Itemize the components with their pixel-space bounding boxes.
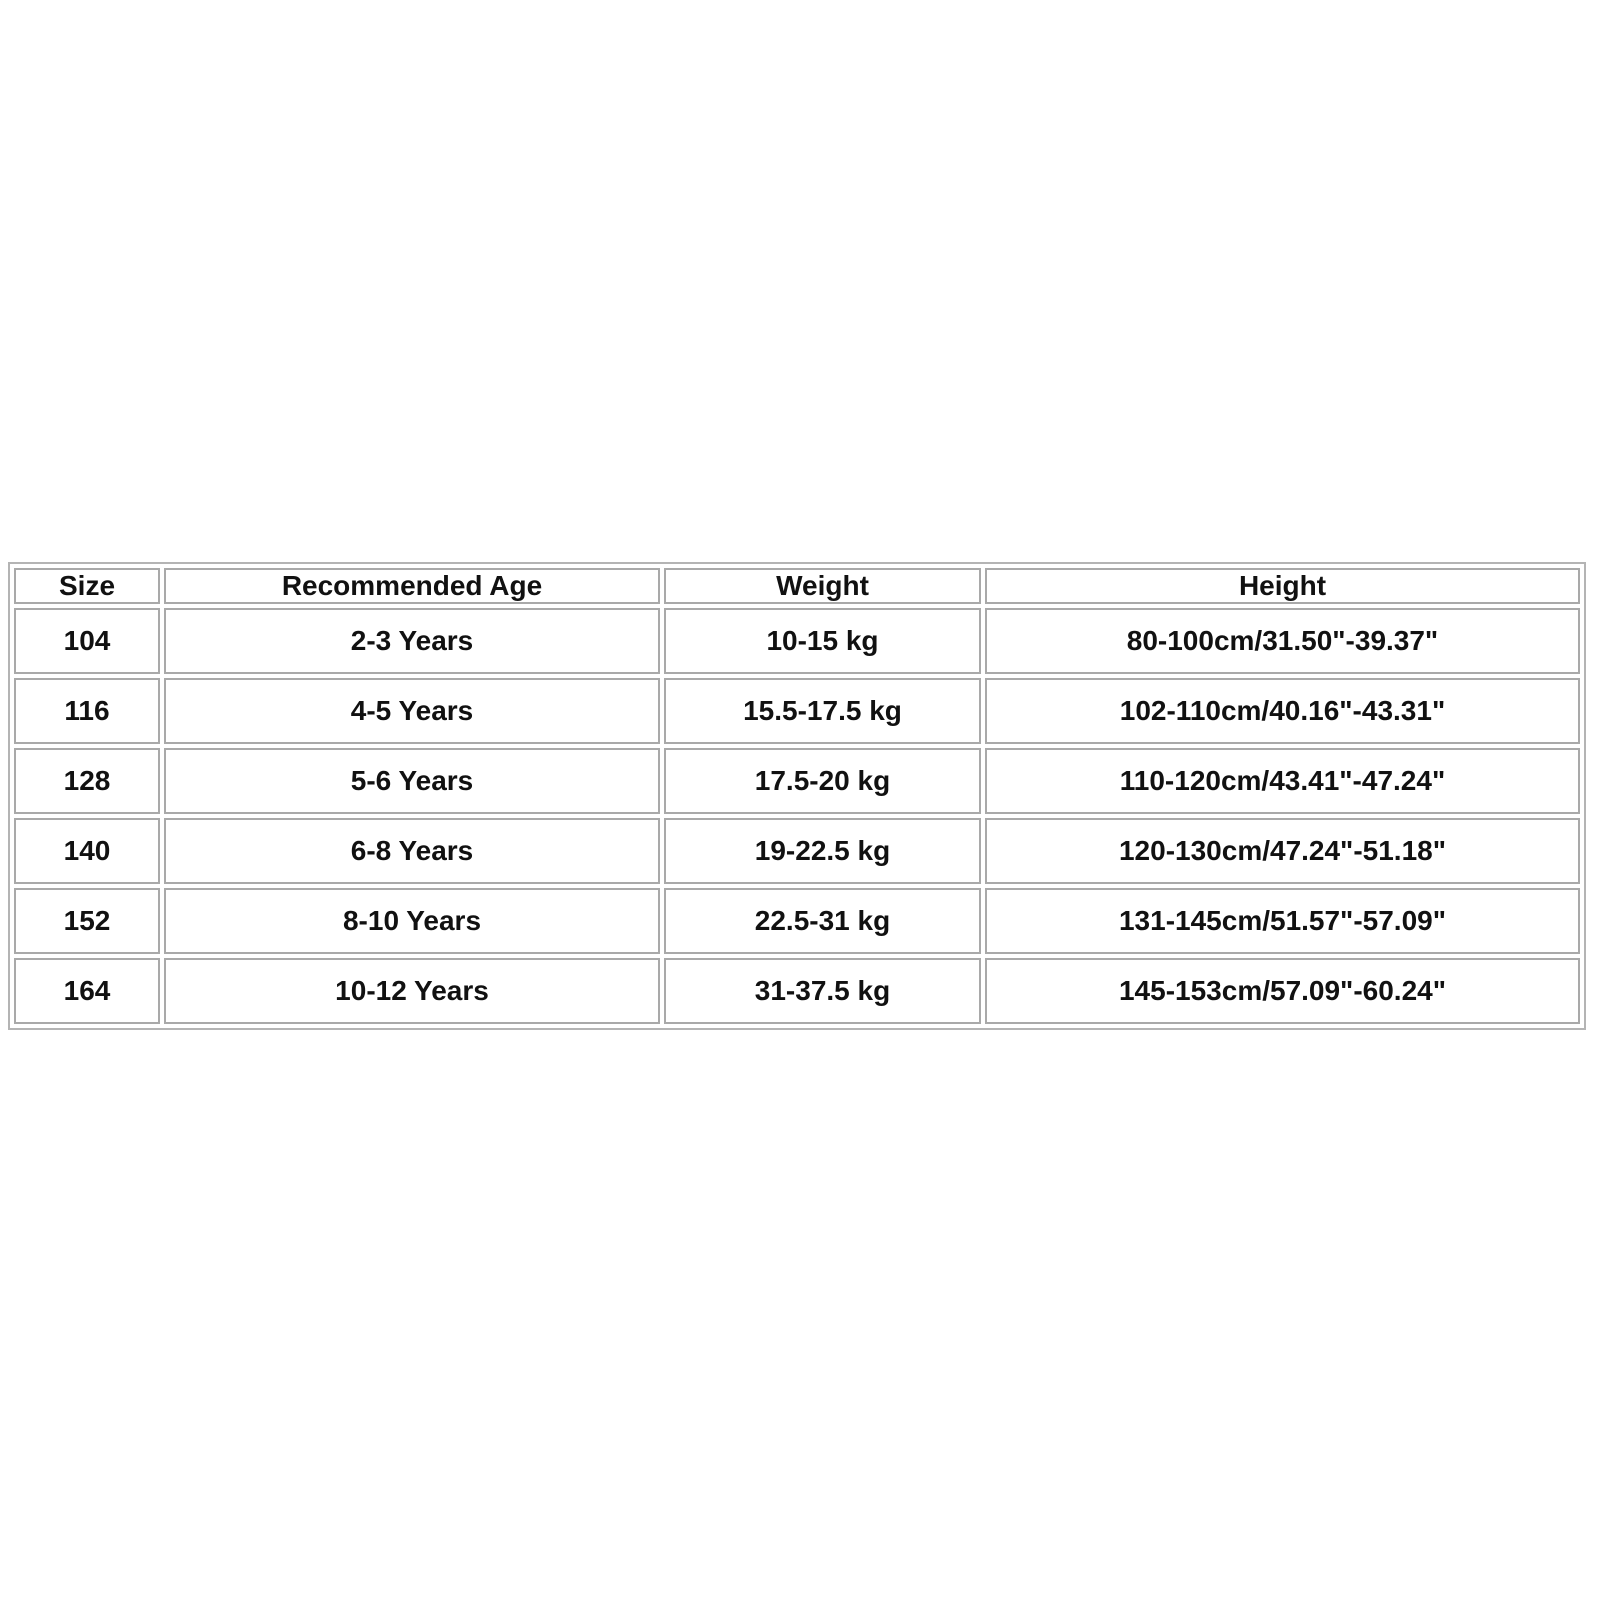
size-table (10, 564, 1584, 1028)
cell-size: 128 (14, 748, 160, 814)
cell-age: 6-8 Years (164, 818, 660, 884)
cell-age: 4-5 Years (164, 678, 660, 744)
cell-age: 2-3 Years (164, 608, 660, 674)
cell-height: 102-110cm/40.16"-43.31" (985, 678, 1580, 744)
table-row (14, 678, 1580, 744)
cell-size: 116 (14, 678, 160, 744)
cell-age: 8-10 Years (164, 888, 660, 954)
cell-weight: 10-15 kg (664, 608, 981, 674)
cell-height: 131-145cm/51.57"-57.09" (985, 888, 1580, 954)
cell-height: 145-153cm/57.09"-60.24" (985, 958, 1580, 1024)
table-row (14, 608, 1580, 674)
header-weight: Weight (664, 568, 981, 604)
header-recommended-age: Recommended Age (164, 568, 660, 604)
cell-size: 140 (14, 818, 160, 884)
cell-height: 110-120cm/43.41"-47.24" (985, 748, 1580, 814)
cell-weight: 17.5-20 kg (664, 748, 981, 814)
cell-age: 5-6 Years (164, 748, 660, 814)
cell-height: 80-100cm/31.50"-39.37" (985, 608, 1580, 674)
cell-weight: 31-37.5 kg (664, 958, 981, 1024)
header-size: Size (14, 568, 160, 604)
header-height: Height (985, 568, 1580, 604)
table-row (14, 958, 1580, 1024)
table-row (14, 818, 1580, 884)
table-row (14, 888, 1580, 954)
cell-size: 104 (14, 608, 160, 674)
cell-height: 120-130cm/47.24"-51.18" (985, 818, 1580, 884)
cell-size: 164 (14, 958, 160, 1024)
table-row (14, 748, 1580, 814)
table-header-row (14, 568, 1580, 604)
cell-weight: 15.5-17.5 kg (664, 678, 981, 744)
cell-weight: 19-22.5 kg (664, 818, 981, 884)
cell-age: 10-12 Years (164, 958, 660, 1024)
cell-weight: 22.5-31 kg (664, 888, 981, 954)
cell-size: 152 (14, 888, 160, 954)
size-chart (8, 562, 1586, 1030)
